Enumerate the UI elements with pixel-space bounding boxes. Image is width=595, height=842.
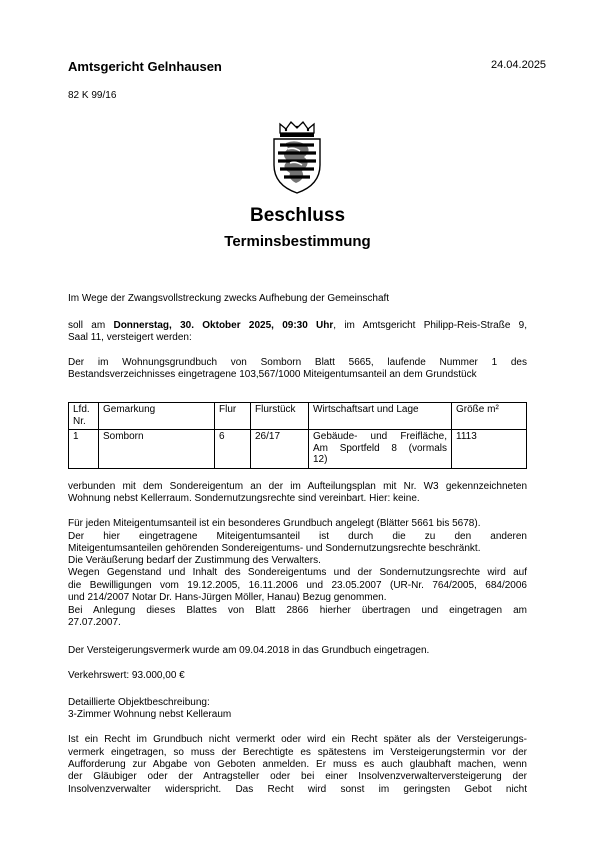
header-gemarkung: Gemarkung — [99, 403, 215, 430]
cell-flurstueck: 26/17 — [251, 430, 309, 469]
verkehrswert: Verkehrswert: 93.000,00 € — [68, 670, 185, 681]
cell-art-line-1: Gebäude- und Freifläche, — [313, 431, 447, 442]
schedule-pre: soll am — [68, 320, 106, 331]
details-line-5: Wegen Gegenstand und Inhalt des Sondereigentums und der Sondernutzungsrechte wird auf — [68, 567, 527, 578]
notice-line-1: Ist ein Recht im Grundbuch nicht vermerkt oder wird ein Recht später als der Versteigerungs- — [68, 734, 527, 745]
object-desc-line-2: Bestandsverzeichnisses eingetragene 103,567/1000 Miteigentumsanteil an dem Grundstück — [68, 369, 477, 380]
cell-lfd: 1 — [69, 430, 99, 469]
notice-line-2: vermerk eingetragen, so muss der Berechtigte es spätestens im Versteigerungstermin vor der — [68, 747, 527, 758]
auction-date: Donnerstag, 30. Oktober 2025, 09:30 Uhr — [113, 320, 334, 331]
header-lfd-line-2: Nr. — [73, 415, 86, 427]
document-date: 24.04.2025 — [491, 59, 547, 71]
details-line-4: Die Veräußerung bedarf der Zustimmung des Verwalters. — [68, 555, 321, 566]
details-line-8: Bei Anlegung dieses Blattes von Blatt 2866 hierher übertragen und eingetragen am — [68, 605, 527, 616]
notice-line-4: der Gläubiger oder der Antragsteller oder bei einer Insolvenzverwalterversteigerung der — [68, 771, 527, 782]
details-line-3: Miteigentumsanteilen gehörenden Sondereigentums- und Sondernutzungsrechte beschränkt. — [68, 543, 481, 554]
details-line-2: Der hier eingetragene Miteigentumsanteil ist durch die zu den anderen — [68, 531, 527, 542]
header-wirtschaftsart: Wirtschaftsart und Lage — [309, 403, 452, 430]
connected-line-1: verbunden mit dem Sondereigentum an der im Aufteilungsplan mit Nr. W3 gekennzeichneten — [68, 481, 527, 492]
cell-groesse: 1113 — [452, 430, 527, 469]
cell-art-line-2: Am Sportfeld 8 (vormals — [313, 442, 447, 454]
schedule-location: , im Amtsgericht Philipp-Reis-Straße 9, — [333, 320, 528, 331]
court-name: Amtsgericht Gelnhausen — [68, 59, 222, 74]
header-flur: Flur — [215, 403, 251, 430]
case-number: 82 K 99/16 — [68, 90, 117, 101]
hessen-coat-of-arms-icon — [266, 119, 328, 195]
document-title: Beschluss — [249, 205, 346, 226]
connected-line-2: Wohnung nebst Kellerraum. Sondernutzungsrechte sind vereinbart. Hier: keine. — [68, 493, 420, 504]
document-subtitle: Terminsbestimmung — [224, 233, 371, 250]
object-description-value: 3-Zimmer Wohnung nebst Kelleraum — [68, 709, 232, 720]
details-line-9: 27.07.2007. — [68, 617, 121, 628]
notice-line-3: Aufforderung zur Abgabe von Geboten anmelden. Er muss es auch glaubhaft machen, wenn — [68, 759, 527, 770]
object-desc-line-1: Der im Wohnungsgrundbuch von Somborn Blatt 5665, laufende Nummer 1 des — [68, 357, 527, 368]
cell-art-line-3: 12) — [313, 454, 328, 465]
schedule-line-2: Saal 11, versteigert werden: — [68, 332, 192, 343]
plot-table — [68, 402, 527, 469]
header-groesse: Größe m² — [452, 403, 527, 430]
vermerk-paragraph: Der Versteigerungsvermerk wurde am 09.04.2018 in das Grundbuch eingetragen. — [68, 645, 430, 656]
cell-flur: 6 — [215, 430, 251, 469]
header-lfd — [69, 403, 99, 430]
table-header-row — [69, 403, 527, 430]
object-description-label: Detaillierte Objektbeschreibung: — [68, 697, 210, 708]
notice-line-5: Insolvenzverwalter widerspricht. Das Recht wird sonst im geringsten Gebot nicht — [68, 784, 527, 795]
table-row — [69, 430, 527, 469]
cell-wirtschaftsart — [309, 430, 452, 469]
details-line-7: und 214/2007 Notar Dr. Hans-Jürgen Möller, Hanau) Bezug genommen. — [68, 592, 387, 603]
header-lfd-line-1: Lfd. — [73, 404, 90, 415]
header-flurstueck: Flurstück — [251, 403, 309, 430]
schedule-line-1 — [68, 320, 527, 332]
cell-gemarkung: Somborn — [99, 430, 215, 469]
intro-paragraph: Im Wege der Zwangsvollstreckung zwecks Aufhebung der Gemeinschaft — [68, 293, 390, 304]
details-line-1: Für jeden Miteigentumsanteil ist ein besonderes Grundbuch angelegt (Blätter 5661 bis 5678). — [68, 518, 481, 529]
details-line-6: die Bewilligungen vom 19.12.2005, 16.11.2006 und 23.05.2007 (UR-Nr. 764/2005, 684/2006 — [68, 580, 527, 591]
